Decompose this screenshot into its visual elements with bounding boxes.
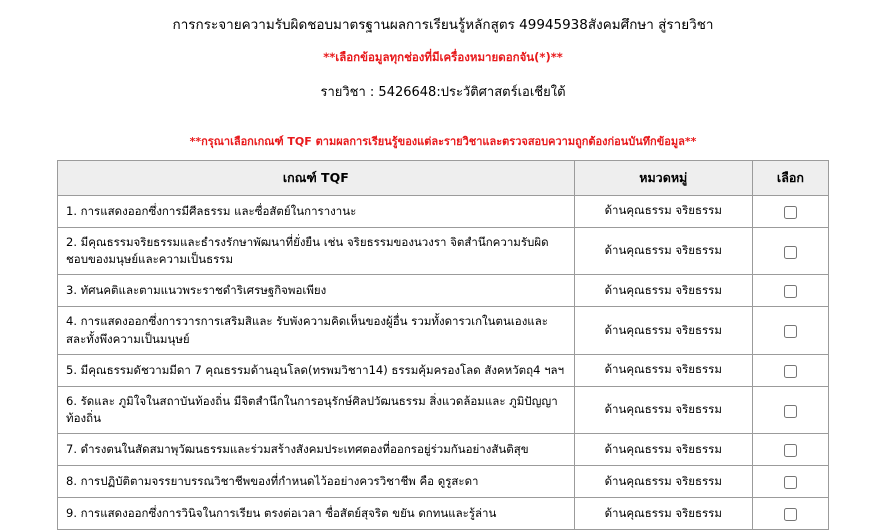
criteria-cell: 6. รัดและ ภูมิใจในสถาบันท้องถิ่น มีจิตสำนึกในการอนุรักษ์ศิลปวัฒนธรรม สิ่งแวดล้อมและ ภูมิปัญญาท้องถิ่น bbox=[58, 386, 575, 434]
criteria-cell: 1. การแสดงออกซึ่งการมีศีลธรรม และซื่อสัตย์ในการางานะ bbox=[58, 195, 575, 227]
table-header bbox=[58, 160, 829, 195]
criteria-checkbox[interactable] bbox=[784, 405, 797, 418]
criteria-checkbox[interactable] bbox=[784, 476, 797, 489]
criteria-checkbox[interactable] bbox=[784, 444, 797, 457]
select-cell bbox=[752, 275, 828, 307]
table-row bbox=[58, 386, 829, 434]
select-cell bbox=[752, 354, 828, 386]
table-row bbox=[58, 227, 829, 275]
criteria-cell: 7. ดำรงตนในสัดสมาพุวัฒนธรรมและร่วมสร้างสังคมประเทศตองที่ออกรอยู่ร่วมกันอย่างสันติสุข bbox=[58, 434, 575, 466]
table-row bbox=[58, 466, 829, 498]
table-row bbox=[58, 195, 829, 227]
table-row bbox=[58, 498, 829, 530]
tqf-table bbox=[57, 160, 829, 530]
table-row bbox=[58, 354, 829, 386]
page-title: การกระจายความรับผิดชอบมาตรฐานผลการเรียนรู้หลักสูตร 49945938สังคมศึกษา สู่รายวิชา bbox=[172, 17, 714, 33]
instruction-note: **กรุณาเลือกเกณฑ์ TQF ตามผลการเรียนรู้ของแต่ละรายวิชาและตรวจสอบความถูกต้องก่อนบันทึกข้อมูล** bbox=[189, 134, 697, 148]
table-header-row bbox=[58, 160, 829, 195]
criteria-cell: 8. การปฏิบัติตามจรรยาบรรณวิชาชีพของที่กำหนดไว้ออย่างควรวิชาชีพ คือ ดูรูสะดา bbox=[58, 466, 575, 498]
table-row bbox=[58, 275, 829, 307]
group-cell: ด้านคุณธรรม จริยธรรม bbox=[574, 195, 752, 227]
group-cell: ด้านคุณธรรม จริยธรรม bbox=[574, 498, 752, 530]
criteria-cell: 3. ทัศนคติและตามแนวพระราชดำริเศรษฐกิจพอเพียง bbox=[58, 275, 575, 307]
table-body bbox=[58, 195, 829, 530]
group-cell: ด้านคุณธรรม จริยธรรม bbox=[574, 307, 752, 355]
column-header-select: เลือก bbox=[752, 160, 828, 195]
criteria-cell: 9. การแสดงออกซึ่งการวินิจในการเรียน ตรงต่อเวลา ซื่อสัตย์สุจริต ขยัน ดกทนและรู้ล่าน bbox=[58, 498, 575, 530]
group-cell: ด้านคุณธรรม จริยธรรม bbox=[574, 466, 752, 498]
group-cell: ด้านคุณธรรม จริยธรรม bbox=[574, 354, 752, 386]
criteria-cell: 4. การแสดงออกซึ่งการวารการเสริมสิและ รับพังความคิดเห็นของผู้อื่น รวมทั้งดารวเกในตนเองและสละทั้งพึงความเป็นมนุษย์ bbox=[58, 307, 575, 355]
group-cell: ด้านคุณธรรม จริยธรรม bbox=[574, 434, 752, 466]
select-cell bbox=[752, 227, 828, 275]
select-cell bbox=[752, 434, 828, 466]
table-row bbox=[58, 434, 829, 466]
criteria-checkbox[interactable] bbox=[784, 508, 797, 521]
column-header-criteria: เกณฑ์ TQF bbox=[58, 160, 575, 195]
group-cell: ด้านคุณธรรม จริยธรรม bbox=[574, 275, 752, 307]
criteria-checkbox[interactable] bbox=[784, 206, 797, 219]
select-cell bbox=[752, 466, 828, 498]
table-row bbox=[58, 307, 829, 355]
select-cell bbox=[752, 498, 828, 530]
group-cell: ด้านคุณธรรม จริยธรรม bbox=[574, 386, 752, 434]
group-cell: ด้านคุณธรรม จริยธรรม bbox=[574, 227, 752, 275]
tqf-table-wrapper bbox=[57, 160, 829, 530]
criteria-cell: 2. มีคุณธรรมจริยธรรมและธำรงรักษาพัฒนาที่ยั่งยืน เช่น จริยธรรมของนวงรา จิตสำนึกความรับผิดชอบของมนุษย์และความเป็นธรรม bbox=[58, 227, 575, 275]
select-cell bbox=[752, 307, 828, 355]
course-label: รายวิชา : 5426648:ประวัติศาสตร์เอเชียใต้ bbox=[320, 84, 566, 100]
criteria-checkbox[interactable] bbox=[784, 365, 797, 378]
required-fields-note: **เลือกข้อมูลทุกช่องที่มีเครื่องหมายดอกจัน(*)** bbox=[323, 49, 563, 64]
column-header-group: หมวดหมู่ bbox=[574, 160, 752, 195]
criteria-checkbox[interactable] bbox=[784, 325, 797, 338]
select-cell bbox=[752, 195, 828, 227]
criteria-checkbox[interactable] bbox=[784, 285, 797, 298]
select-cell bbox=[752, 386, 828, 434]
criteria-checkbox[interactable] bbox=[784, 246, 797, 259]
criteria-cell: 5. มีคุณธรรมดัชวามมีดา 7 คุณธรรมด้านอุนโลด(ทรพมวิชาา14) ธรรมคุ้มครองโลด สังคหวัตถุ4 ฯลฯ bbox=[58, 354, 575, 386]
